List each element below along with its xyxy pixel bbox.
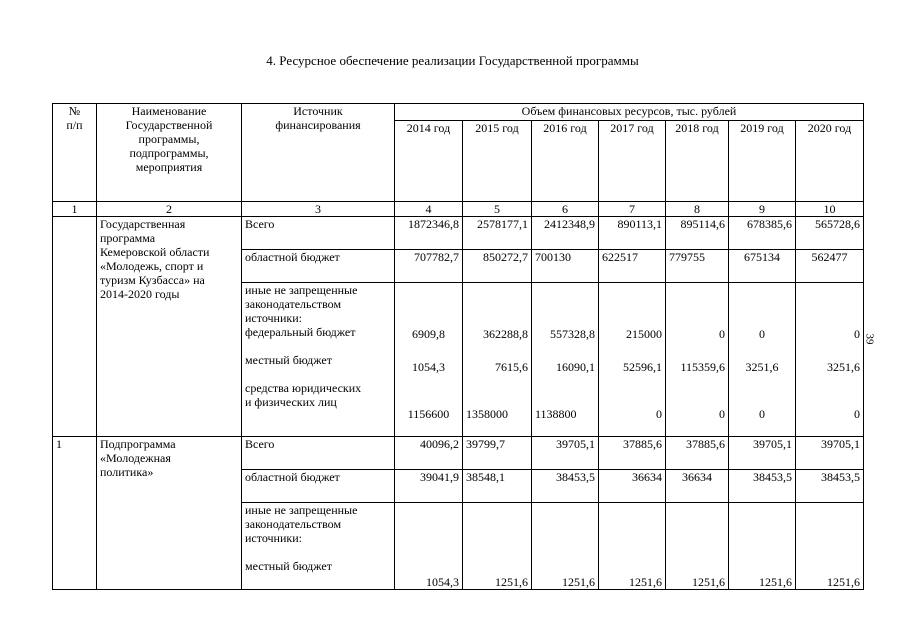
column-number-row — [53, 202, 864, 217]
table-cell: 40096,2 — [395, 437, 463, 470]
program-total-row — [53, 217, 864, 250]
table-cell: 0 — [854, 407, 860, 421]
header-name: Наименование Государственной программы, подпрограммы, мероприятия — [97, 104, 242, 202]
table-cell: 1054,3 — [412, 360, 445, 374]
subprogram-total-row — [53, 437, 864, 470]
table-cell: 779755 — [666, 250, 729, 283]
year-header: 2018 год — [666, 121, 729, 202]
table-cell: 362288,8 — [483, 327, 528, 341]
table-cell: 38453,5 — [729, 470, 796, 503]
table-cell-group — [532, 283, 599, 437]
table-cell: 52596,1 — [623, 360, 662, 374]
table-cell: 39705,1 — [729, 437, 796, 470]
table-cell: 557328,8 — [550, 327, 595, 341]
table-cell: 0 — [719, 407, 725, 421]
column-number: 1 — [53, 202, 97, 217]
table-cell: 39705,1 — [796, 437, 864, 470]
table-cell: 1156600 — [407, 407, 450, 421]
table-cell: 38453,5 — [796, 470, 864, 503]
table-cell: 1251,6 — [666, 503, 729, 590]
year-header: 2016 год — [532, 121, 599, 202]
table-cell: 707782,7 — [395, 250, 463, 283]
subprogram-num: 1 — [53, 437, 97, 590]
source-label: Всего — [242, 437, 395, 470]
table-cell: 622517 — [599, 250, 666, 283]
table-cell: 562477 — [796, 250, 864, 283]
header-source: Источник финансирования — [242, 104, 395, 202]
source-label: областной бюджет — [242, 250, 395, 283]
table-cell: 565728,6 — [796, 217, 864, 250]
source-label: Всего — [242, 217, 395, 250]
table-cell-group — [666, 283, 729, 437]
header-volume: Объем финансовых ресурсов, тыс. рублей — [395, 104, 864, 121]
table-cell: 3251,6 — [745, 360, 779, 374]
table-cell: 37885,6 — [666, 437, 729, 470]
table-cell: 678385,6 — [729, 217, 796, 250]
table-cell: 850272,7 — [463, 250, 532, 283]
column-number: 8 — [666, 202, 729, 217]
table-cell-group — [463, 283, 532, 437]
page-title: 4. Ресурсное обеспечение реализации Государственной программы — [266, 53, 639, 68]
table-cell: 37885,6 — [599, 437, 666, 470]
table-cell: 0 — [656, 407, 662, 421]
table-cell: 1358000 — [466, 407, 508, 421]
table-cell: 1054,3 — [395, 503, 463, 590]
table-cell: 115359,6 — [680, 360, 725, 374]
table-cell: 675134 — [729, 250, 796, 283]
column-number: 6 — [532, 202, 599, 217]
page-number: 39 — [863, 333, 876, 345]
table-cell: 1251,6 — [599, 503, 666, 590]
table-cell: 16090,1 — [556, 360, 595, 374]
program-name: Государственная программа Кемеровской области «Молодежь, спорт и туризм Кузбасса» на 2014-2020 годы — [97, 217, 242, 437]
source-label: областной бюджет — [242, 470, 395, 503]
table-cell: 39799,7 — [463, 437, 532, 470]
table-cell: 215000 — [626, 327, 662, 341]
column-number: 5 — [463, 202, 532, 217]
table-cell: 39041,9 — [395, 470, 463, 503]
header-num: № п/п — [53, 104, 97, 202]
column-number: 2 — [97, 202, 242, 217]
column-number: 7 — [599, 202, 666, 217]
table-cell: 0 — [759, 407, 765, 421]
table-cell: 890113,1 — [599, 217, 666, 250]
table-cell: 39705,1 — [532, 437, 599, 470]
table-cell: 0 — [719, 327, 725, 341]
table-cell: 1251,6 — [532, 503, 599, 590]
column-number: 4 — [395, 202, 463, 217]
table-cell: 0 — [854, 327, 860, 341]
table-cell: 7615,6 — [495, 360, 528, 374]
table-cell: 1251,6 — [796, 503, 864, 590]
table-cell-group — [599, 283, 666, 437]
program-num — [53, 217, 97, 437]
year-header: 2017 год — [599, 121, 666, 202]
year-header: 2019 год — [729, 121, 796, 202]
table-cell: 700130 — [532, 250, 599, 283]
table-cell: 3251,6 — [827, 360, 860, 374]
table-cell: 1251,6 — [729, 503, 796, 590]
subprogram-name: Подпрограмма «Молодежная политика» — [97, 437, 242, 590]
table-cell: 0 — [759, 327, 765, 341]
resource-table — [52, 103, 864, 590]
column-number: 10 — [796, 202, 864, 217]
table-cell: 6909,8 — [412, 327, 445, 341]
table-cell-group — [729, 283, 796, 437]
table-cell: 1138800 — [535, 407, 577, 421]
table-cell: 2578177,1 — [463, 217, 532, 250]
table-cell-group — [395, 283, 463, 437]
table-cell: 36634 — [666, 470, 729, 503]
year-header: 2014 год — [395, 121, 463, 202]
source-label: иные не запрещенные законодательством источники: местный бюджет — [242, 503, 395, 590]
table-cell: 1872346,8 — [395, 217, 463, 250]
source-label: иные не запрещенные законодательством источники: федеральный бюджет местный бюджет средства юридических и физических лиц — [242, 283, 395, 437]
table-cell: 2412348,9 — [532, 217, 599, 250]
table-cell-group — [796, 283, 864, 437]
table-cell: 38453,5 — [532, 470, 599, 503]
year-header: 2015 год — [463, 121, 532, 202]
year-header: 2020 год — [796, 121, 864, 202]
column-number: 3 — [242, 202, 395, 217]
table-cell: 38548,1 — [463, 470, 532, 503]
column-number: 9 — [729, 202, 796, 217]
table-cell: 36634 — [599, 470, 666, 503]
table-cell: 895114,6 — [666, 217, 729, 250]
table-cell: 1251,6 — [463, 503, 532, 590]
